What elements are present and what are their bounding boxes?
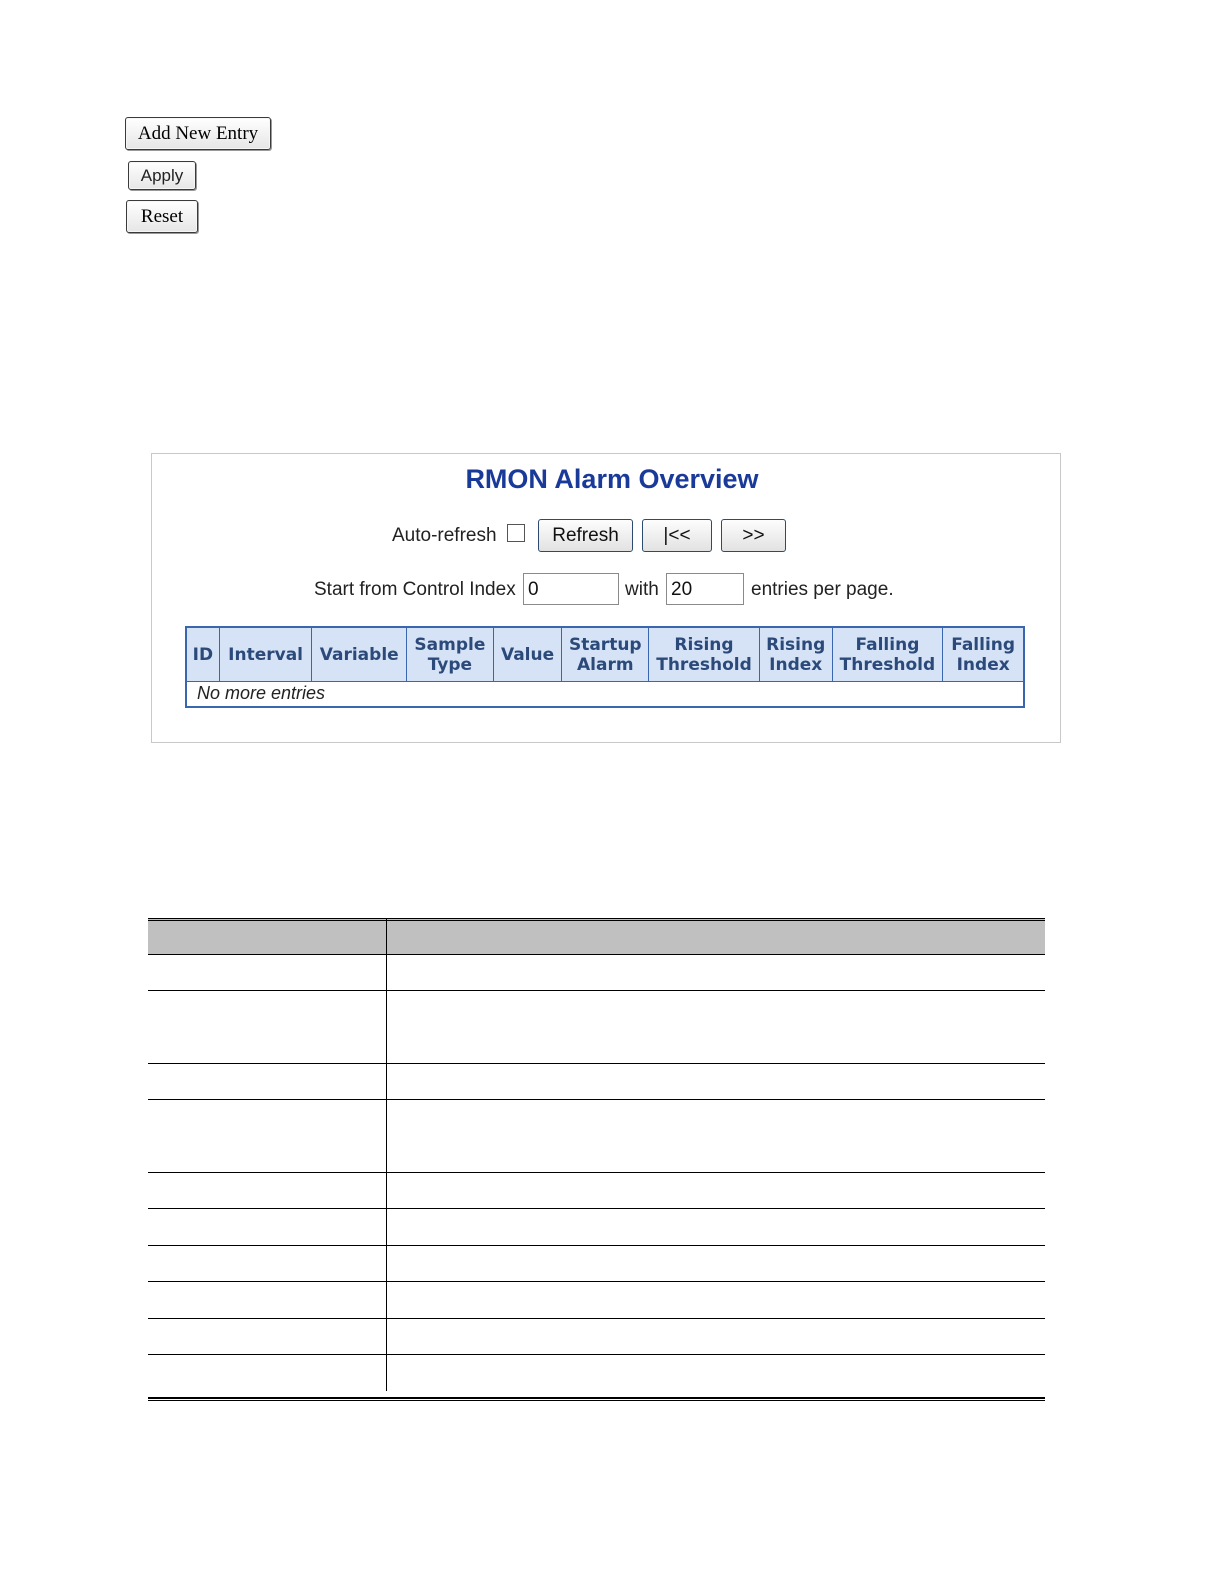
page-title: RMON Alarm Overview bbox=[465, 464, 759, 494]
col-value: Value bbox=[493, 627, 562, 682]
table-row bbox=[148, 1209, 1045, 1246]
table-row bbox=[148, 991, 1045, 1064]
col-falling-index: Falling Index bbox=[943, 627, 1024, 682]
table-row bbox=[148, 955, 1045, 991]
description-table bbox=[148, 918, 1045, 1391]
description-table-top-rule bbox=[148, 918, 1045, 921]
table-row bbox=[148, 1246, 1045, 1282]
add-new-entry-button[interactable]: Add New Entry bbox=[125, 117, 271, 150]
description-table-bottom-rule bbox=[148, 1397, 1045, 1401]
start-index-label: Start from Control Index bbox=[314, 579, 516, 600]
entries-per-page-input[interactable]: 20 bbox=[666, 573, 744, 605]
col-sample-type: Sample Type bbox=[407, 627, 494, 682]
auto-refresh-checkbox[interactable] bbox=[507, 524, 525, 542]
col-falling-threshold: Falling Threshold bbox=[832, 627, 943, 682]
reset-button[interactable]: Reset bbox=[126, 200, 198, 233]
description-header-object bbox=[148, 918, 387, 955]
with-label: with bbox=[625, 579, 659, 600]
refresh-button[interactable]: Refresh bbox=[538, 519, 633, 552]
next-page-button[interactable]: >> bbox=[721, 519, 786, 552]
apply-button[interactable]: Apply bbox=[128, 161, 196, 190]
description-header-row bbox=[148, 918, 1045, 955]
empty-message: No more entries bbox=[197, 683, 326, 703]
table-row bbox=[148, 1173, 1045, 1209]
alarm-table bbox=[185, 626, 1025, 708]
alarm-table-header-row bbox=[186, 627, 1024, 682]
table-row bbox=[148, 1282, 1045, 1319]
table-row bbox=[148, 1355, 1045, 1391]
col-id: ID bbox=[186, 627, 219, 682]
auto-refresh-label: Auto-refresh bbox=[392, 525, 497, 546]
start-index-input[interactable]: 0 bbox=[523, 573, 619, 605]
table-row bbox=[148, 1100, 1045, 1173]
col-interval: Interval bbox=[219, 627, 312, 682]
col-rising-threshold: Rising Threshold bbox=[649, 627, 760, 682]
col-variable: Variable bbox=[312, 627, 407, 682]
description-header-description bbox=[387, 918, 1046, 955]
first-page-button[interactable]: |<< bbox=[642, 519, 712, 552]
table-row bbox=[148, 1319, 1045, 1355]
col-rising-index: Rising Index bbox=[759, 627, 832, 682]
table-row bbox=[186, 682, 1024, 708]
entries-per-page-label: entries per page. bbox=[751, 579, 894, 600]
col-startup-alarm: Startup Alarm bbox=[562, 627, 649, 682]
table-row bbox=[148, 1064, 1045, 1100]
